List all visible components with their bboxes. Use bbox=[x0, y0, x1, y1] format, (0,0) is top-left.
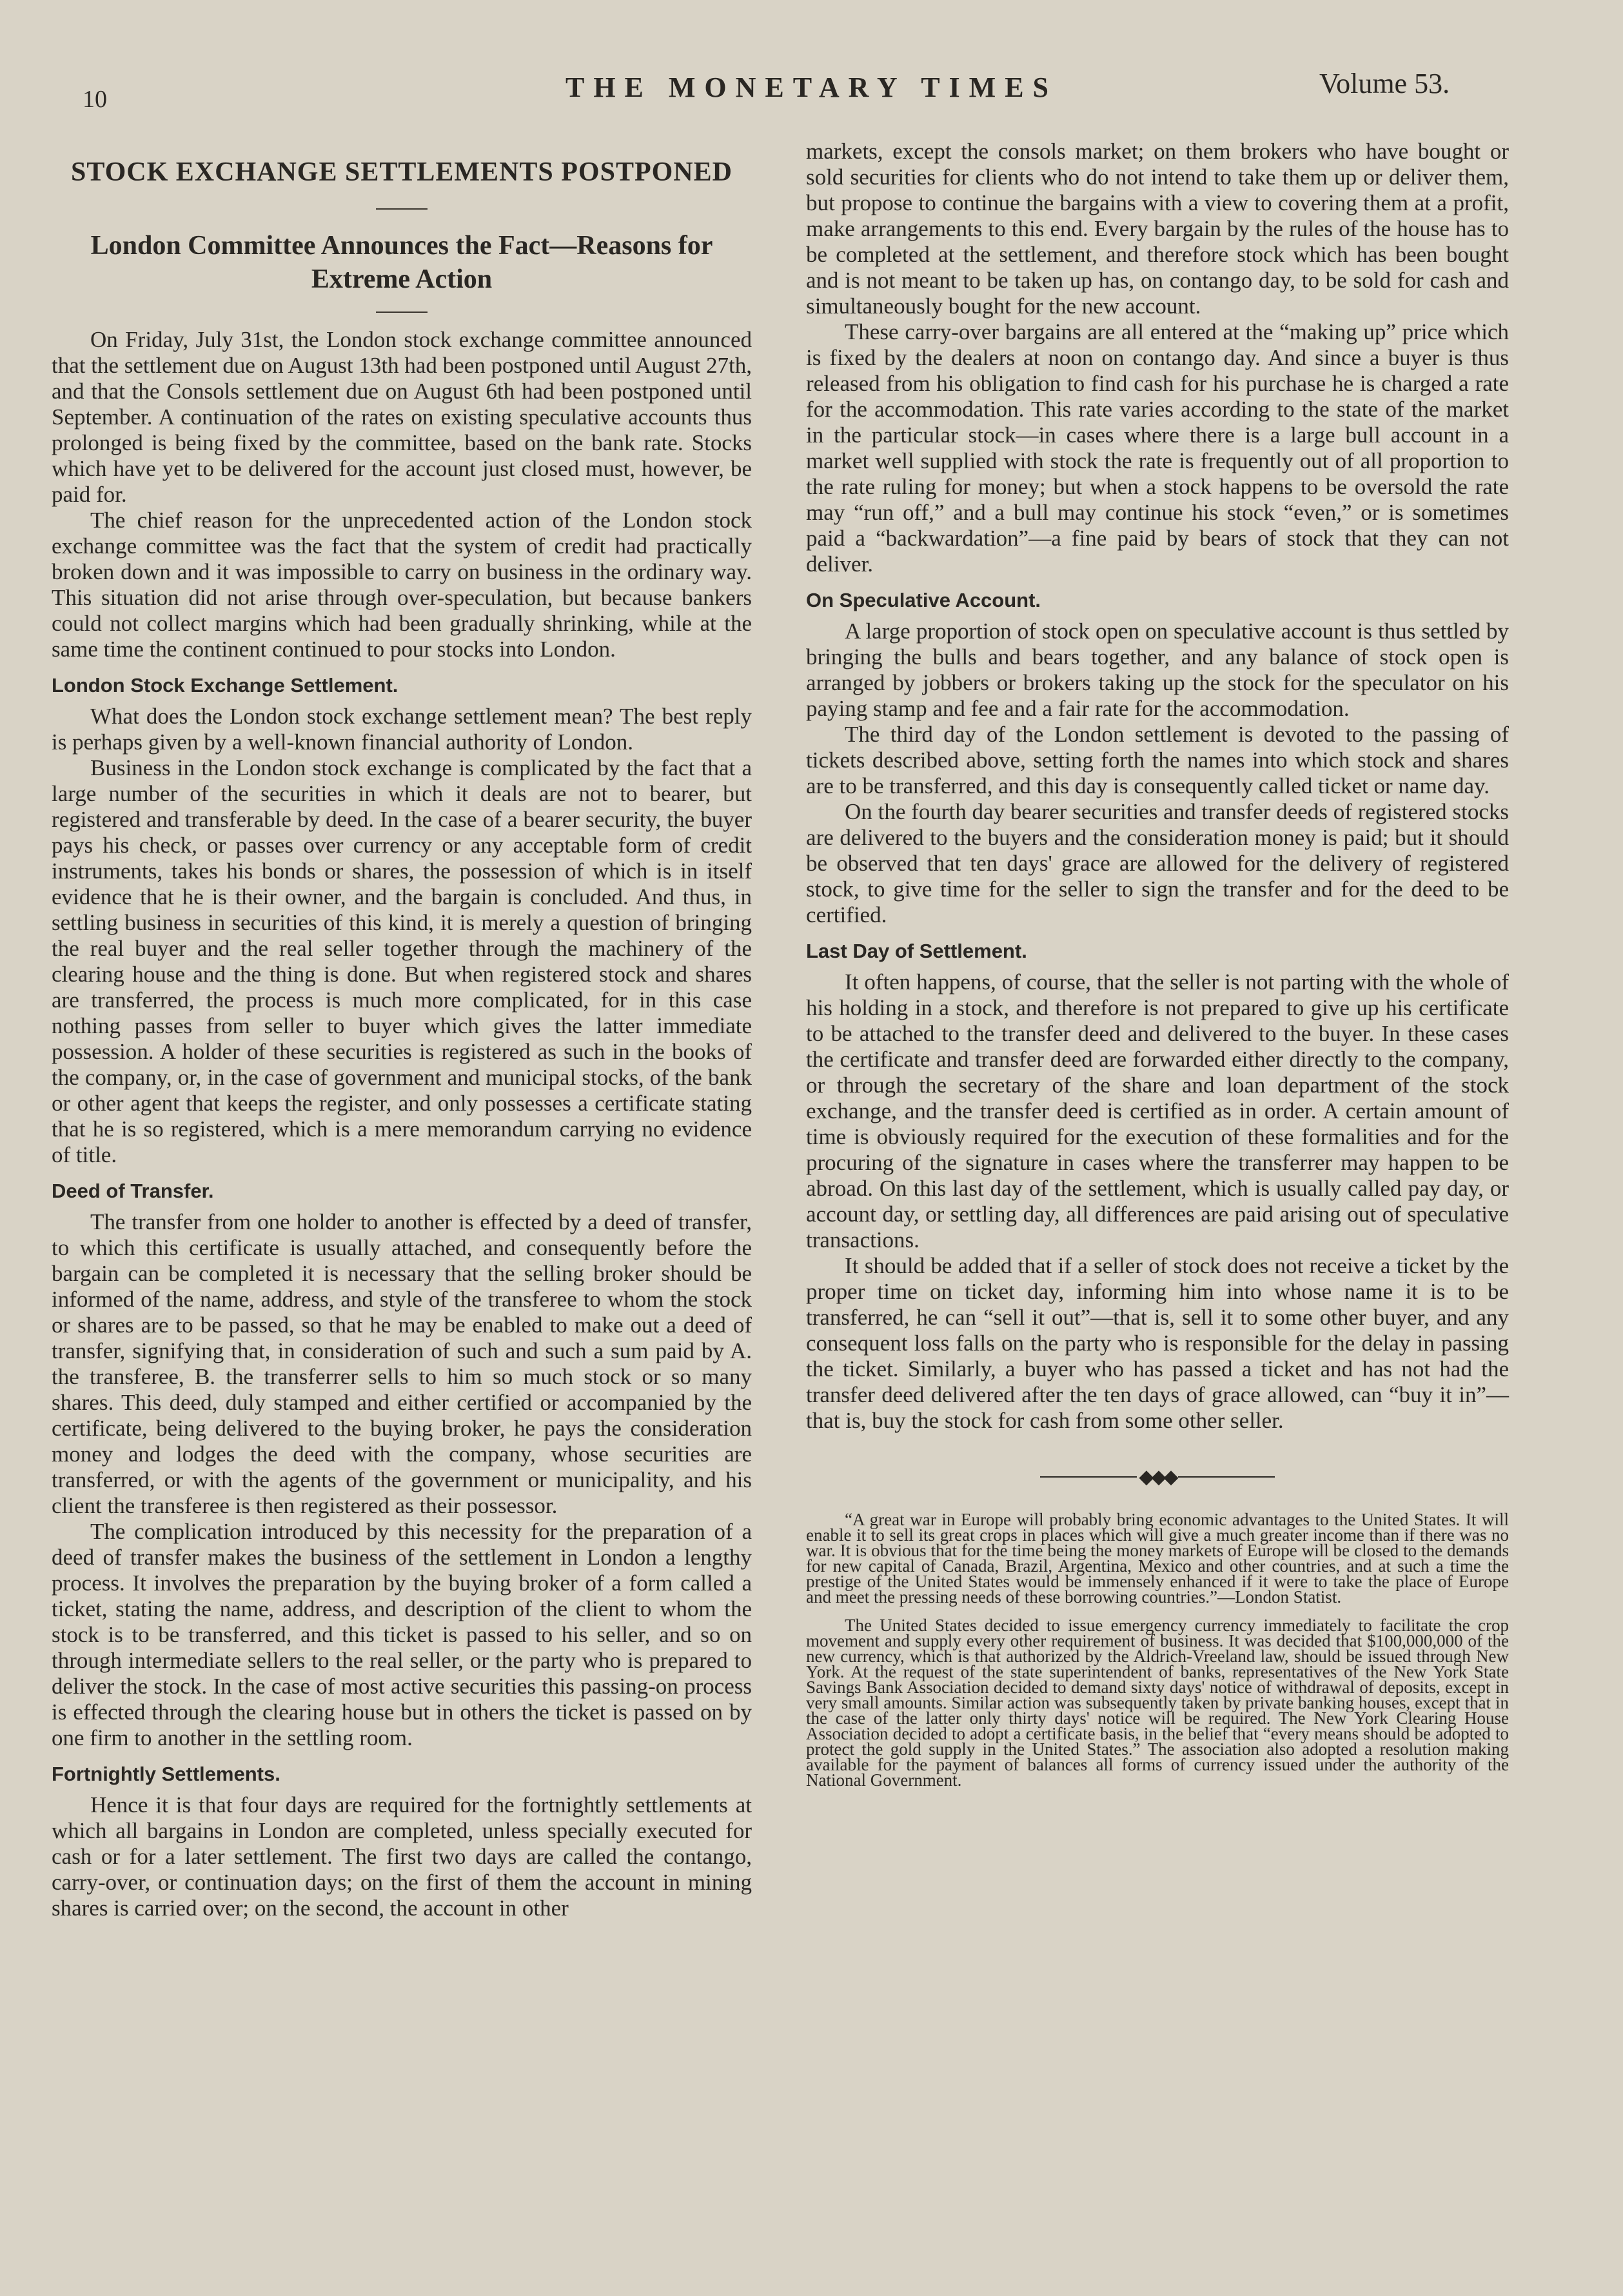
page-number: 10 bbox=[83, 86, 107, 113]
section-heading: Deed of Transfer. bbox=[52, 1180, 214, 1202]
right-column bbox=[806, 139, 1509, 1788]
paragraph: These carry-over bargains are all entered at the “making up” price which is fixed by the dealers at noon on contango day. And since a buyer is thus released from his obligation to find cash for his purchase he is charged a rate for the accommodation. This rate varies according to the state of the market in the particular stock—in cases where there is a large bull account in a market well supplied with stock the rate is frequently out of all proportion to the rate ruling for money; but when a stock happens to be oversold the rate may “run off,” and a bull may continue his stock “even,” or is sometimes paid a “backwardation”—a fine paid by bears of stock that they can not deliver. bbox=[806, 319, 1509, 577]
paragraph: On Friday, July 31st, the London stock exchange committee announced that the settlement due on August 13th had been postponed until August 27th, and that the Consols settlement due on August 6th had been postponed until September. A continuation of the rates on existing speculative accounts thus prolonged is being fixed by the committee, based on the bank rate. Stocks which have yet to be delivered for the account just closed must, however, be paid for. bbox=[52, 327, 752, 507]
news-briefs bbox=[806, 1509, 1509, 1790]
paragraph: The transfer from one holder to another is effected by a deed of transfer, to which this certificate is usually attached, and consequently before the bargain can be completed it is necessary that the selling broker should be informed of the name, address, and style of the transferee to whom the stock or shares are to be passed, so that he may be enabled to make out a deed of transfer, signifying that, in consideration of such and such a sum paid by A. the transferee, B. the transferrer sells to him so much stock or so many shares. This deed, duly stamped and either certified or accompanied by the certificate, being delivered to the buying broker, he pays the consideration money and lodges the deed with the company, whose securities are transferred, or with the agents of the government or municipality, and his client the transferee is then registered as their possessor. bbox=[52, 1209, 752, 1518]
brief-paragraph: “A great war in Europe will probably bring economic advantages to the United States. It will enable it to sell its great crops in places which will give a much greater income than if there was no war. It is obvious that for the time being the money markets of Europe will be closed to the demands for new capital of Canada, Brazil, Argentina, Mexico and other countries, and at such a time the prestige of the United States would be immensely enhanced if it were to take the place of Europe and meet the pressing needs of these borrowing countries.”—London Statist. bbox=[806, 1509, 1509, 1607]
left-column bbox=[52, 139, 752, 1921]
subtitle-rule bbox=[376, 312, 428, 313]
section-heading: On Speculative Account. bbox=[806, 589, 1041, 611]
volume-label: Volume 53. bbox=[1319, 68, 1450, 99]
paragraph: The complication introduced by this necessity for the preparation of a deed of transfer makes the business of the settlement in London a lengthy process. It involves the preparation by the buying broker of a form called a ticket, stating the name, address, and description of the client to whom the stock is to be transferred, and this ticket is passed to his seller, and so on through intermediate sellers to the real seller, or the party who is prepared to deliver the stock. In the case of most active securities this passing-on process is effected through the clearing house but in others the ticket is passed on by one firm to another in the settling room. bbox=[52, 1519, 752, 1750]
paragraph: It often happens, of course, that the seller is not parting with the whole of his holding in a stock, and therefore is not prepared to give up his certificate to be attached to the transfer deed and delivered to the buyer. In these cases the certificate and transfer deed are forwarded either directly to the company, or through the secretary of the share and loan department of the stock exchange, and the transfer deed is certified as in order. A certain amount of time is obviously required for the execution of these formalities and for the procuring of the signature in cases where the transferrer may happen to be abroad. On this last day of the settlement, which is usually called pay day, or account day, or settling day, all differences are paid arising out of speculative transactions. bbox=[806, 969, 1509, 1252]
paragraph: Business in the London stock exchange is complicated by the fact that a large number of the securities in which it deals are not to bearer, but registered and transferable by deed. In the case of a bearer security, the buyer pays his check, or passes over currency or any acceptable form of credit instruments, takes his bonds or shares, the possession of which is in itself evidence that he is their owner, and the bargain is concluded. And thus, in settling business in securities of this kind, it is merely a question of bringing the real buyer and the real seller together through the machinery of the clearing house and the thing is done. But when registered stock and shares are transferred, the process is much more complicated, for in this case nothing passes from seller to buyer which gives the latter immediate possession. A holder of these securities is registered as such in the books of the company, or, in the case of government and municipal stocks, of the bank or other agent that keeps the register, and only possesses a certificate stating that he is so registered, which is a mere memorandum carrying no evidence of title. bbox=[52, 755, 752, 1167]
section-heading: Fortnightly Settlements. bbox=[52, 1763, 280, 1785]
section-heading: London Stock Exchange Settlement. bbox=[52, 674, 398, 697]
ornament-line bbox=[1178, 1476, 1275, 1478]
paragraph: What does the London stock exchange settlement mean? The best reply is perhaps given by a well-known financial authority of London. bbox=[52, 704, 752, 755]
title-rule bbox=[376, 208, 428, 210]
paragraph: The chief reason for the unprecedented action of the London stock exchange committee was the fact that the system of credit had practically broken down and it was impossible to carry on business in the ordinary way. This situation did not arise through over-speculation, but because bankers could not collect margins which had been gradually shrinking, while at the same time the continent continued to pour stocks into London. bbox=[52, 508, 752, 662]
paragraph: The third day of the London settlement is devoted to the passing of tickets described above, setting forth the names into which stock and shares are to be transferred, and this day is consequently called ticket or name day. bbox=[806, 722, 1509, 798]
ornament-line bbox=[1040, 1476, 1137, 1478]
paragraph: Hence it is that four days are required for the fortnightly settlements at which all bargains in London are completed, unless specially executed for cash or for a later settlement. The first two days are called the contango, carry-over, or continuation days; on the first of them the account in mining shares is carried over; on the second, the account in other bbox=[52, 1792, 752, 1921]
paragraph: A large proportion of stock open on speculative account is thus settled by bringing the bulls and bears together, and any balance of stock open is arranged by jobbers or brokers taking up the stock for the speculator on his paying stamp and fee and a fair rate for the accommodation. bbox=[806, 619, 1509, 721]
paragraph: markets, except the consols market; on them brokers who have bought or sold securities for clients who do not intend to take them up or deliver them, but propose to continue the bargains with a view to covering them at a profit, make arrangements to this end. Every bargain by the rules of the house has to be completed at the settlement, and therefore stock which has been bought and is not meant to be taken up has, on contango day, to be sold for cash and simultaneously bought for the new account. bbox=[806, 139, 1509, 319]
masthead: THE MONETARY TIMES bbox=[565, 72, 1058, 103]
ornament-divider bbox=[806, 1465, 1509, 1489]
paragraph: On the fourth day bearer securities and transfer deeds of registered stocks are delivered to the buyers and the consideration money is paid; but it should be observed that ten days' grace are allowed for the delivery of registered stock, to give time for the seller to sign the transfer and for the deed to be certified. bbox=[806, 799, 1509, 927]
diamond-ornament-icon: ◆◆◆ bbox=[1139, 1466, 1176, 1488]
article-title: STOCK EXCHANGE SETTLEMENTS POSTPONED bbox=[71, 157, 733, 187]
paragraph: It should be added that if a seller of stock does not receive a ticket by the proper time on ticket day, informing him into whose name it is to be transferred, he can “sell it out”—that is, sell it to some other buyer, and any consequent loss falls on the party who is responsible for the delay in passing the ticket. Similarly, a buyer who has passed a ticket and has not had the transfer deed delivered after the ten days of grace allowed, can “buy it in”—that is, buy the stock for cash from some other seller. bbox=[806, 1253, 1509, 1433]
article-subtitle: London Committee Announces the Fact—Reasons for Extreme Action bbox=[90, 231, 713, 294]
brief-paragraph: The United States decided to issue emergency currency immediately to facilitate the crop movement and supply every other requirement of business. It was decided that $100,000,000 of the new currency, which is that authorized by the Aldrich-Vreeland law, should be issued through New York. At the request of the state superintendent of banks, representatives of the New York State Savings Bank Association decided to demand sixty days' notice of withdrawal of deposits, except in very small amounts. Similar action was subsequently taken by private banking houses, except that in the case of the latter only thirty days' notice will be required. The New York Clearing House Association decided to adopt a certificate basis, in the belief that “every means should be adopted to protect the gold supply in the United States.” The association also adopted a resolution making available for the payment of balances all forms of currency issued under the authority of the National Government. bbox=[806, 1615, 1509, 1790]
section-heading: Last Day of Settlement. bbox=[806, 940, 1027, 962]
